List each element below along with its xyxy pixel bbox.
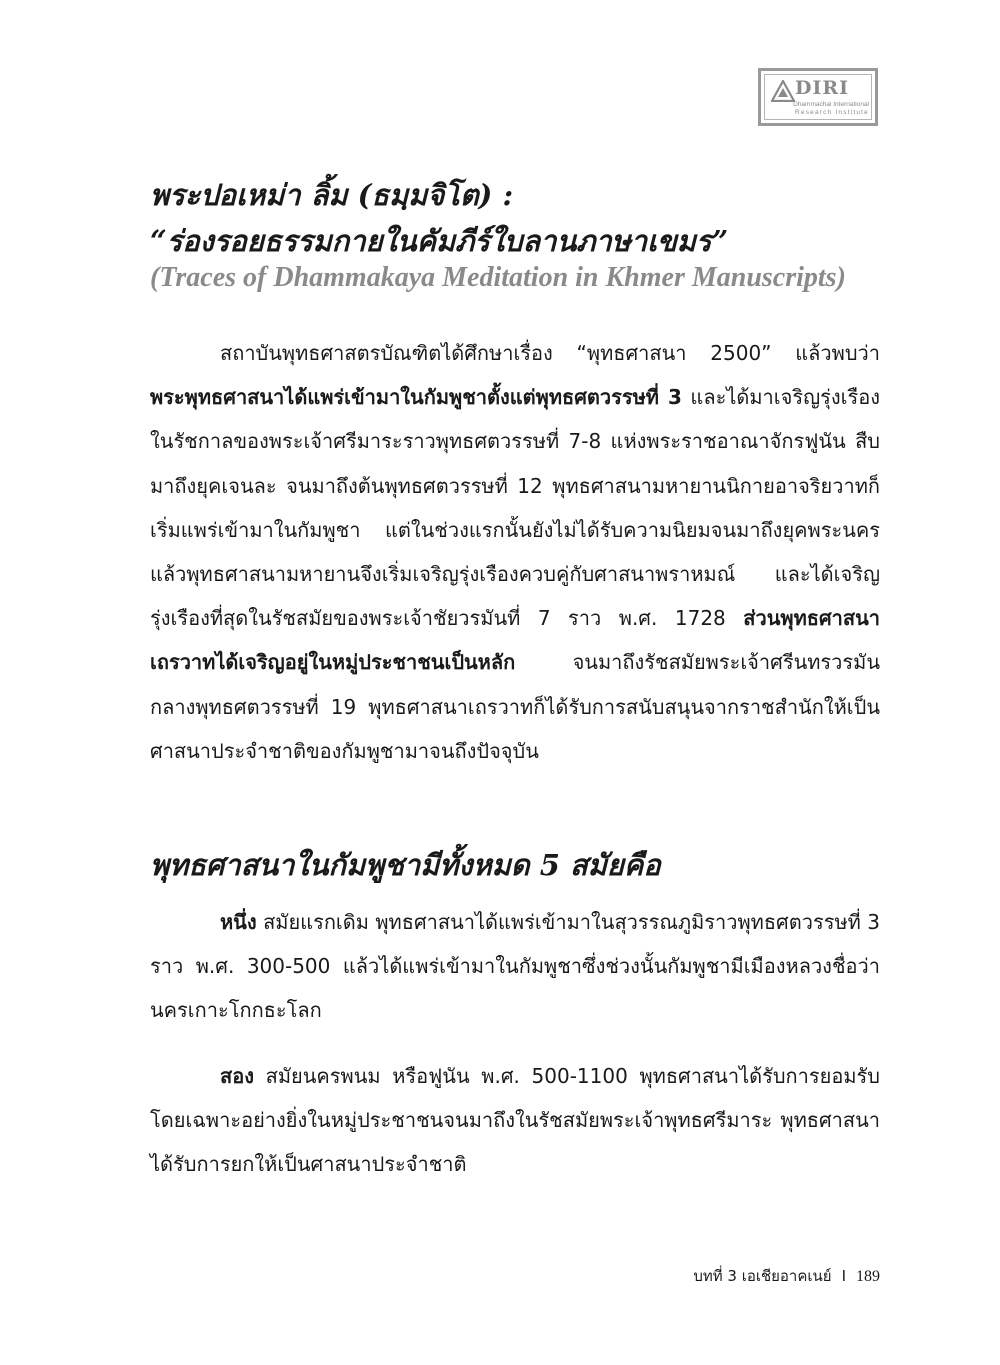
intro-paragraph: สถาบันพุทธศาสตรบัณฑิตได้ศึกษาเรื่อง “พุทธศาสนา 2500” แล้วพบว่า พระพุทธศาสนาได้แพร่เข้ามาในกัมพูชาตั้งแต่พุทธศตวรรษที่ 3 และได้มาเจริญรุ่งเรืองในรัชกาลของพระเจ้าศรีมาระราวพุทธศตวรรษที่ 7-8 แห่งพระราชอาณาจักรฟูนัน สืบมาถึงยุคเจนละ จนมาถึงต้นพุทธศตวรรษที่ 12 พุทธศาสนามหายานนิกายอาจริยวาทก็เริ่มแพร่เข้ามาในกัมพูชา แต่ในช่วงแรกนั้นยังไม่ได้รับความนิยมจนมาถึงยุคพระนครแล้วพุทธศาสนามหายานจึงเริ่มเจริญรุ่งเรืองควบคู่กับศาสนาพราหมณ์ และได้เจริญรุ่งเรืองที่สุดในรัชสมัยของพระเจ้าชัยวรมันที่ 7 ราว พ.ศ. 1728 ส่วนพุทธศาสนาเถรวาทได้เจริญอยู่ในหมู่ประชาชนเป็นหลัก จนมาถึงรัชสมัยพระเจ้าศรีนทรวรมัน กลางพุทธศตวรรษที่ 19 พุทธศาสนาเถรวาทก็ได้รับการสนับสนุนจากราชสำนักให้เป็นศาสนาประจำชาติของกัมพูชามาจนถึงปัจจุบัน [150,341,880,763]
period-label: สอง [220,1064,254,1088]
article-title-line2: “ร่องรอยธรรมกายในคัมภีร์ใบลานภาษาเขมร” [150,224,729,258]
bold-highlight: ส่วนพุทธศาสนาเถรวาทได้เจริญอยู่ในหมู่ประชาชนเป็นหลัก [150,606,880,675]
bold-highlight: พระพุทธศาสนาได้แพร่เข้ามาในกัมพูชาตั้งแต่พุทธศตวรรษที่ 3 [150,385,682,410]
page-number: 189 [856,1268,880,1285]
logo-name: DIRI [795,77,850,99]
article-title-line1: พระปอเหม่า ลิ้ม (ธมฺมจิโต) : [150,178,514,212]
page-footer [693,1264,880,1288]
article-title-english: (Traces of Dhammakaya Meditation in Khmer Manuscripts) [150,262,846,293]
chapter-title: บทที่ 3 เอเชียอาคเนย์ [693,1267,832,1285]
section-heading: พุทธศาสนาในกัมพูชามีทั้งหมด 5 สมัยคือ [150,848,661,882]
triangle-emblem-icon [771,80,795,102]
period-two-paragraph: สอง สมัยนครพนม หรือฟูนัน พ.ศ. 500-1100 พุทธศาสนาได้รับการยอมรับโดยเฉพาะอย่างยิ่งในหมู่ประชาชนจนมาถึงในรัชสมัยพระเจ้าพุทธศรีมาระ พุทธศาสนาได้รับการยกให้เป็นศาสนาประจำชาติ [150,1064,880,1177]
footer-separator: I [841,1267,846,1285]
logo-subtitle: Dhammachai International Research Institute [793,101,869,116]
period-one-paragraph: หนึ่ง สมัยแรกเดิม พุทธศาสนาได้แพร่เข้ามาในสุวรรณภูมิราวพุทธศตวรรษที่ 3 ราว พ.ศ. 300-500 แล้วได้แพร่เข้ามาในกัมพูชาซึ่งช่วงนั้นกัมพูชามีเมืองหลวงชื่อว่า นครเกาะโกกธะโลก [150,910,880,1023]
diri-logo [758,68,878,126]
period-label: หนึ่ง [220,910,257,934]
